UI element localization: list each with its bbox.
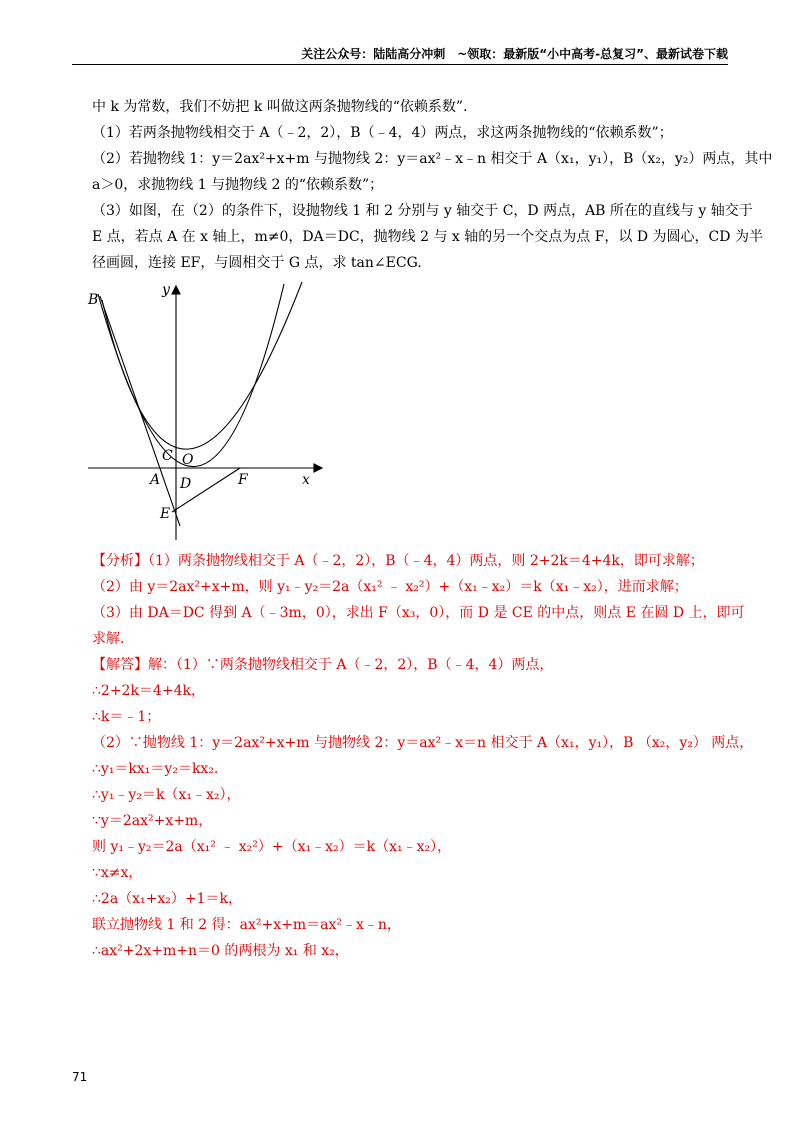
geometry-figure [88, 282, 728, 540]
analysis-section [92, 548, 745, 652]
analysis-line: 【分析】（1）两条抛物线相交于 A（﹣2，2），B（﹣4，4）两点，则 2+2k＝4+4k，即可求解； [92, 553, 704, 569]
page-number: 71 [72, 1070, 88, 1084]
label-e: E [160, 506, 171, 522]
solution-line: ∵y＝2ax²+x+m， [92, 813, 213, 829]
solution-line: ∴2+2k＝4+4k， [92, 683, 205, 699]
problem-line: E 点，若点 A 在 x 轴上，m≠0，DA＝DC，抛物线 2 与 x 轴的另一个交点为点 F，以 D 为圆心，CD 为半 [92, 229, 763, 245]
y-axis-arrow [172, 286, 180, 294]
solution-section [92, 652, 754, 964]
solution-line: ∴ax²+2x+m+n＝0 的两根为 x₁ 和 x₂， [92, 943, 349, 959]
problem-line: （2）若抛物线 1：y＝2ax²+x+m 与抛物线 2：y＝ax²﹣x﹣n 相交于 A（x₁，y₁），B（x₂，y₂）两点，其中 [92, 151, 773, 167]
parabola-1 [102, 282, 302, 449]
analysis-line: （2）由 y＝2ax²+x+m，则 y₁﹣y₂＝2a（x₁² ﹣ x₂²）+（x₁﹣x₂）＝k（x₁﹣x₂），进而求解； [92, 579, 688, 595]
x-axis-arrow [314, 464, 322, 472]
label-c: C [162, 448, 173, 464]
problem-line: （1）若两条抛物线相交于 A（﹣2，2），B（﹣4，4）两点，求这两条抛物线的“依赖系数”； [92, 125, 673, 141]
problem-statement [92, 94, 773, 276]
solution-line: ∵x≠x， [92, 865, 143, 881]
page-header [72, 44, 728, 65]
solution-line: 则 y₁﹣y₂＝2a（x₁² ﹣ x₂²）+（x₁﹣x₂）＝k（x₁﹣x₂）， [92, 839, 452, 855]
analysis-line: （3）由 DA＝DC 得到 A（﹣3m，0），求出 F（x₃，0），而 D 是 CE 的中点，则点 E 在圆 D 上，即可 [92, 605, 745, 621]
parabola-2 [98, 284, 284, 467]
solution-line: ∴y₁﹣y₂＝k（x₁﹣x₂）， [92, 787, 241, 803]
solution-line: （2）∵抛物线 1：y＝2ax²+x+m 与抛物线 2：y＝ax²﹣x＝n 相交于 A（x₁，y₁），B （x₂，y₂） 两点， [92, 735, 754, 751]
solution-line: ∴2a（x₁+x₂）+1＝k， [92, 891, 243, 907]
problem-line: a＞0，求抛物线 1 与抛物线 2 的“依赖系数”； [92, 177, 384, 193]
label-a: A [150, 472, 161, 488]
problem-line: 径画圆，连接 EF，与圆相交于 G 点，求 tan∠ECG. [92, 255, 422, 271]
label-o: O [182, 452, 194, 468]
line-ab [100, 296, 180, 526]
solution-line: ∴k＝﹣1； [92, 709, 161, 725]
label-x: x [302, 472, 310, 488]
label-d: D [180, 476, 192, 492]
solution-line: 联立抛物线 1 和 2 得：ax²+x+m＝ax²﹣x﹣n， [92, 917, 401, 933]
solution-line: 【解答】解：（1）∵两条抛物线相交于 A（﹣2，2），B（﹣4，4）两点， [92, 657, 554, 673]
problem-line: （3）如图，在（2）的条件下，设抛物线 1 和 2 分别与 y 轴交于 C，D 两点，AB 所在的直线与 y 轴交于 [92, 203, 753, 219]
header-text: 关注公众号：陆陆高分冲刺 ~领取：最新版“小中高考-总复习”、最新试卷下载 [301, 47, 728, 61]
figure-svg [88, 282, 328, 540]
analysis-line: 求解. [92, 631, 125, 647]
solution-line: ∴y₁＝kx₁＝y₂＝kx₂. [92, 761, 219, 777]
label-b: B [88, 292, 99, 308]
label-f: F [238, 472, 248, 488]
label-y: y [162, 282, 170, 298]
problem-line: 中 k 为常数，我们不妨把 k 叫做这两条抛物线的“依赖系数”． [92, 99, 478, 115]
page-content [88, 94, 773, 964]
